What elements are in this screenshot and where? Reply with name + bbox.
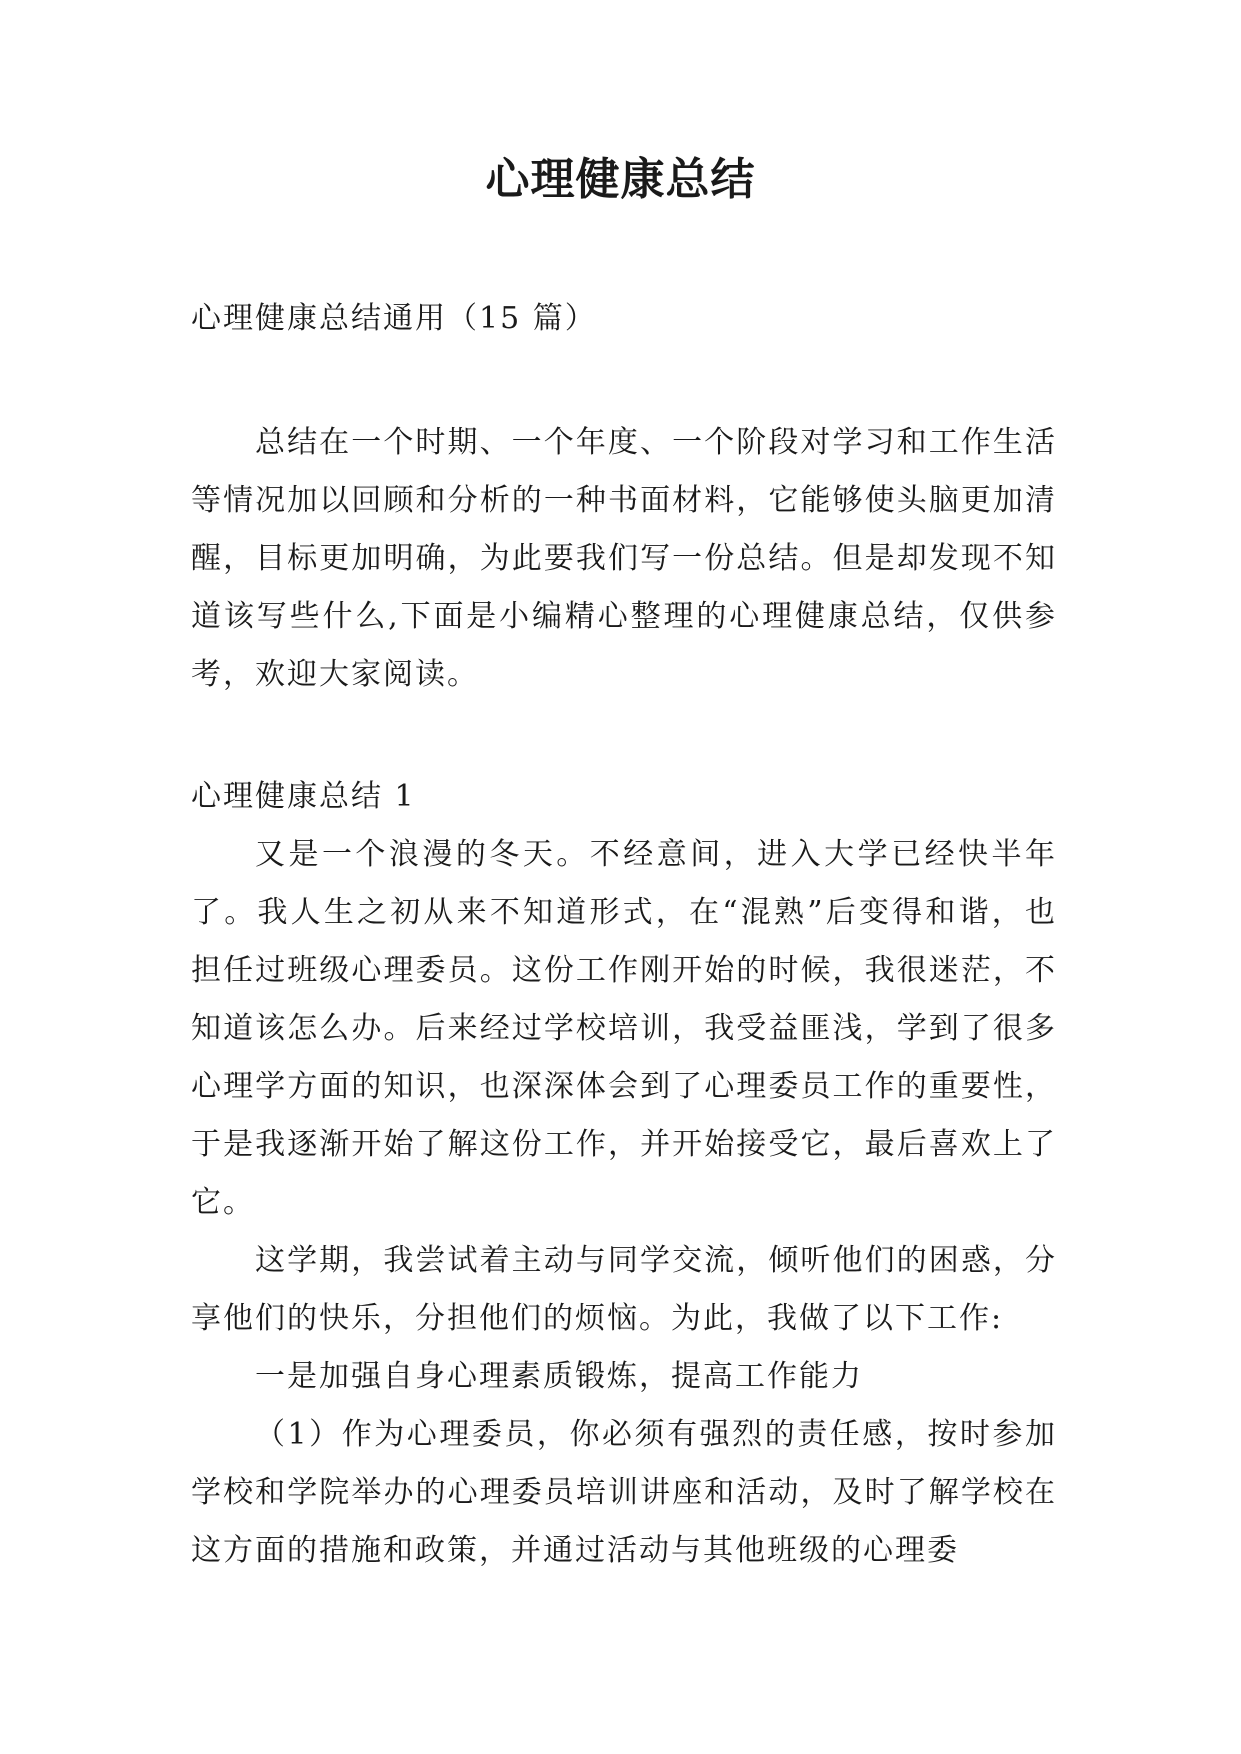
document-subtitle: 心理健康总结通用（15 篇）: [191, 301, 597, 336]
intro-paragraph: 总结在一个时期、一个年度、一个阶段对学习和工作生活等情况加以回顾和分析的一种书面材料，它能够使头脑更加清醒，目标更加明确，为此要我们写一份总结。但是却发现不知道该写些什么,下面是小编精心整理的心理健康总结，仅供参考，欢迎大家阅读。: [191, 425, 1057, 692]
document-title: 心理健康总结: [485, 154, 756, 205]
spacer: [191, 348, 1057, 414]
section-list-item: （1）作为心理委员，你必须有强烈的责任感，按时参加学校和学院举办的心理委员培训讲座和活动，及时了解学校在这方面的措施和政策，并通过活动与其他班级的心理委: [191, 1417, 1057, 1568]
section-heading: 心理健康总结 1: [191, 779, 416, 814]
document-body: [191, 290, 1057, 1580]
section-paragraph: 这学期，我尝试着主动与同学交流，倾听他们的困惑，分享他们的快乐，分担他们的烦恼。为此，我做了以下工作:: [191, 1243, 1057, 1336]
section-paragraph: 又是一个浪漫的冬天。不经意间，进入大学已经快半年了。我人生之初从来不知道形式，在“混熟”后变得和谐，也担任过班级心理委员。这份工作刚开始的时候，我很迷茫，不知道该怎么办。后来经过学校培训，我受益匪浅，学到了很多心理学方面的知识，也深深体会到了心理委员工作的重要性，于是我逐渐开始了解这份工作，并开始接受它，最后喜欢上了它。: [191, 837, 1057, 1220]
section-point: 一是加强自身心理素质锻炼，提高工作能力: [255, 1359, 863, 1394]
spacer: [191, 704, 1057, 768]
